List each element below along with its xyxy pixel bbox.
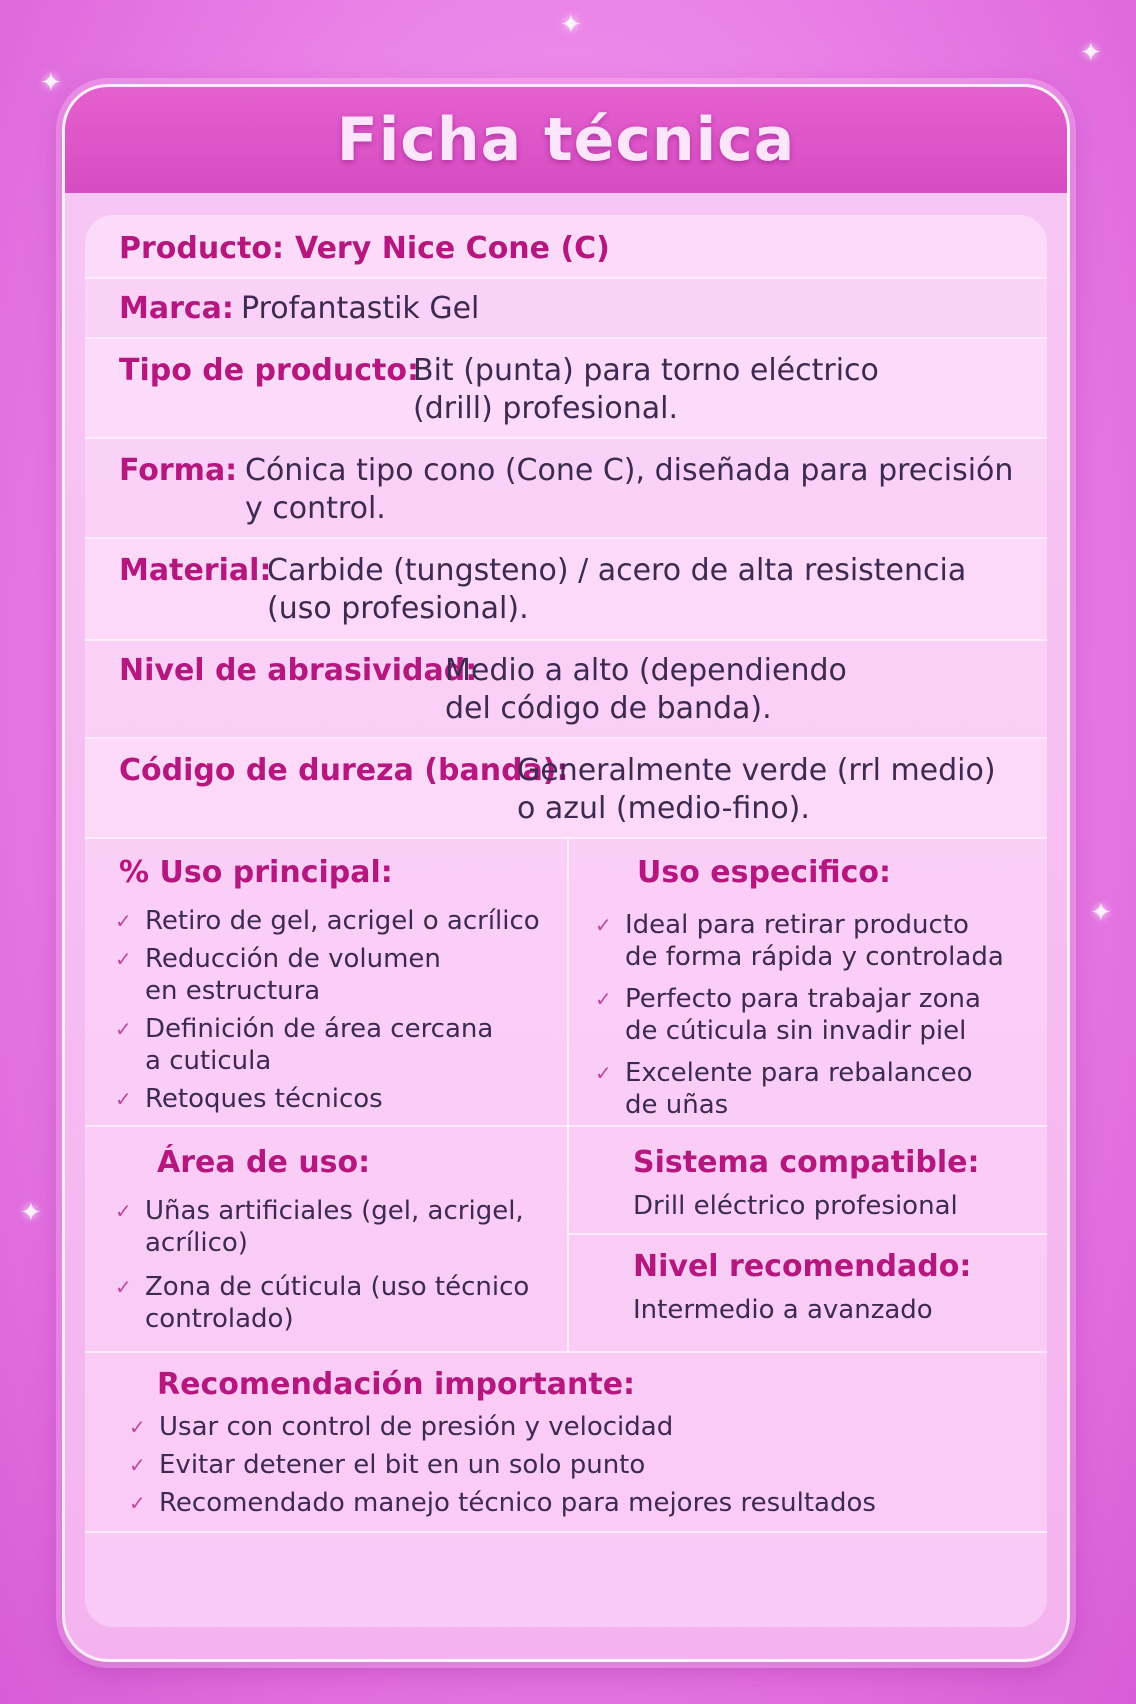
field-row-producto	[85, 215, 1047, 279]
field-value: Very Nice Cone (C)	[295, 231, 610, 266]
field-value-line: del código de banda).	[445, 691, 772, 726]
list-item: ✓ Zona de cúticula (uso técnico controlado)	[115, 1271, 555, 1335]
sparkle-icon: ✦	[40, 68, 62, 98]
field-value-line: (drill) profesional.	[413, 391, 679, 426]
field-value-line: o azul (medio-fino).	[517, 791, 810, 826]
field-row-abrasividad	[85, 641, 1047, 739]
list-item: ✓ Recomendado manejo técnico para mejores resultados	[129, 1487, 1009, 1519]
list-item: ✓ Definición de área cercana a cuticula	[115, 1013, 555, 1077]
field-value: Profantastik Gel	[241, 291, 480, 326]
sheet-table	[85, 215, 1047, 1627]
field-value-line: y control.	[245, 491, 386, 526]
list-item: ✓ Evitar detener el bit en un solo punto	[129, 1449, 1009, 1481]
section-divider	[85, 1125, 1047, 1127]
sistema-title: Sistema compatible:	[633, 1145, 980, 1180]
field-row-forma	[85, 439, 1047, 539]
sparkle-icon: ✦	[560, 10, 582, 40]
section-divider	[569, 1233, 1047, 1235]
field-label: Marca:	[119, 291, 234, 326]
list-item: ✓ Usar con control de presión y velocidad	[129, 1411, 1009, 1443]
list-item: ✓ Retiro de gel, acrigel o acrílico	[115, 905, 555, 937]
uso-principal-list	[115, 905, 555, 1121]
sparkle-icon: ✦	[1080, 38, 1102, 68]
list-item: ✓ Excelente para rebalanceo de uñas	[595, 1057, 1035, 1121]
area-uso-title: Área de uso:	[157, 1145, 371, 1180]
field-label: Forma:	[119, 453, 238, 488]
field-label: Material:	[119, 553, 272, 588]
field-value-line: Cónica tipo cono (Cone C), diseñada para precisión	[245, 453, 1014, 488]
list-item: ✓ Ideal para retirar producto de forma rápida y controlada	[595, 909, 1035, 973]
sparkle-icon: ✦	[20, 1198, 42, 1228]
title-band	[65, 87, 1067, 193]
field-label: Producto:	[119, 231, 284, 266]
list-item: ✓ Uñas artificiales (gel, acrigel, acrílico)	[115, 1195, 555, 1259]
field-row-material	[85, 539, 1047, 641]
recomendacion-title: Recomendación importante:	[157, 1367, 636, 1402]
section-divider	[85, 1531, 1047, 1533]
percent-icon: %	[119, 855, 150, 890]
nivel-value: Intermedio a avanzado	[633, 1295, 933, 1325]
recomendacion-list	[129, 1411, 1009, 1525]
field-label: Nivel de abrasividad:	[119, 653, 478, 688]
uso-principal-title: % Uso principal:	[119, 855, 393, 890]
sistema-value: Drill eléctrico profesional	[633, 1191, 958, 1221]
uso-especifico-title: Uso especifico:	[637, 855, 891, 890]
field-label: Tipo de producto:	[119, 353, 419, 388]
tech-sheet-card	[62, 84, 1070, 1662]
list-item: ✓ Perfecto para trabajar zona de cúticula sin invadir piel	[595, 983, 1035, 1047]
nivel-title: Nivel recomendado:	[633, 1249, 972, 1284]
sparkle-icon: ✦	[1090, 898, 1112, 928]
area-uso-list	[115, 1195, 555, 1341]
field-row-tipo	[85, 339, 1047, 439]
list-item: ✓ Reducción de volumen en estructura	[115, 943, 555, 1007]
field-value-line: Bit (punta) para torno eléctrico	[413, 353, 879, 388]
field-value-line: Carbide (tungsteno) / acero de alta resistencia	[267, 553, 967, 588]
field-row-dureza	[85, 739, 1047, 839]
page-title: Ficha técnica	[336, 105, 796, 175]
list-item: ✓ Retoques técnicos	[115, 1083, 555, 1115]
field-value-line: (uso profesional).	[267, 591, 529, 626]
section-divider	[85, 1351, 1047, 1353]
uso-especifico-list	[595, 909, 1035, 1127]
field-row-marca	[85, 279, 1047, 339]
field-value-line: Medio a alto (dependiendo	[445, 653, 847, 688]
column-divider	[567, 839, 569, 1351]
field-value-line: Generalmente verde (rrl medio)	[517, 753, 996, 788]
field-label: Código de dureza (banda):	[119, 753, 569, 788]
